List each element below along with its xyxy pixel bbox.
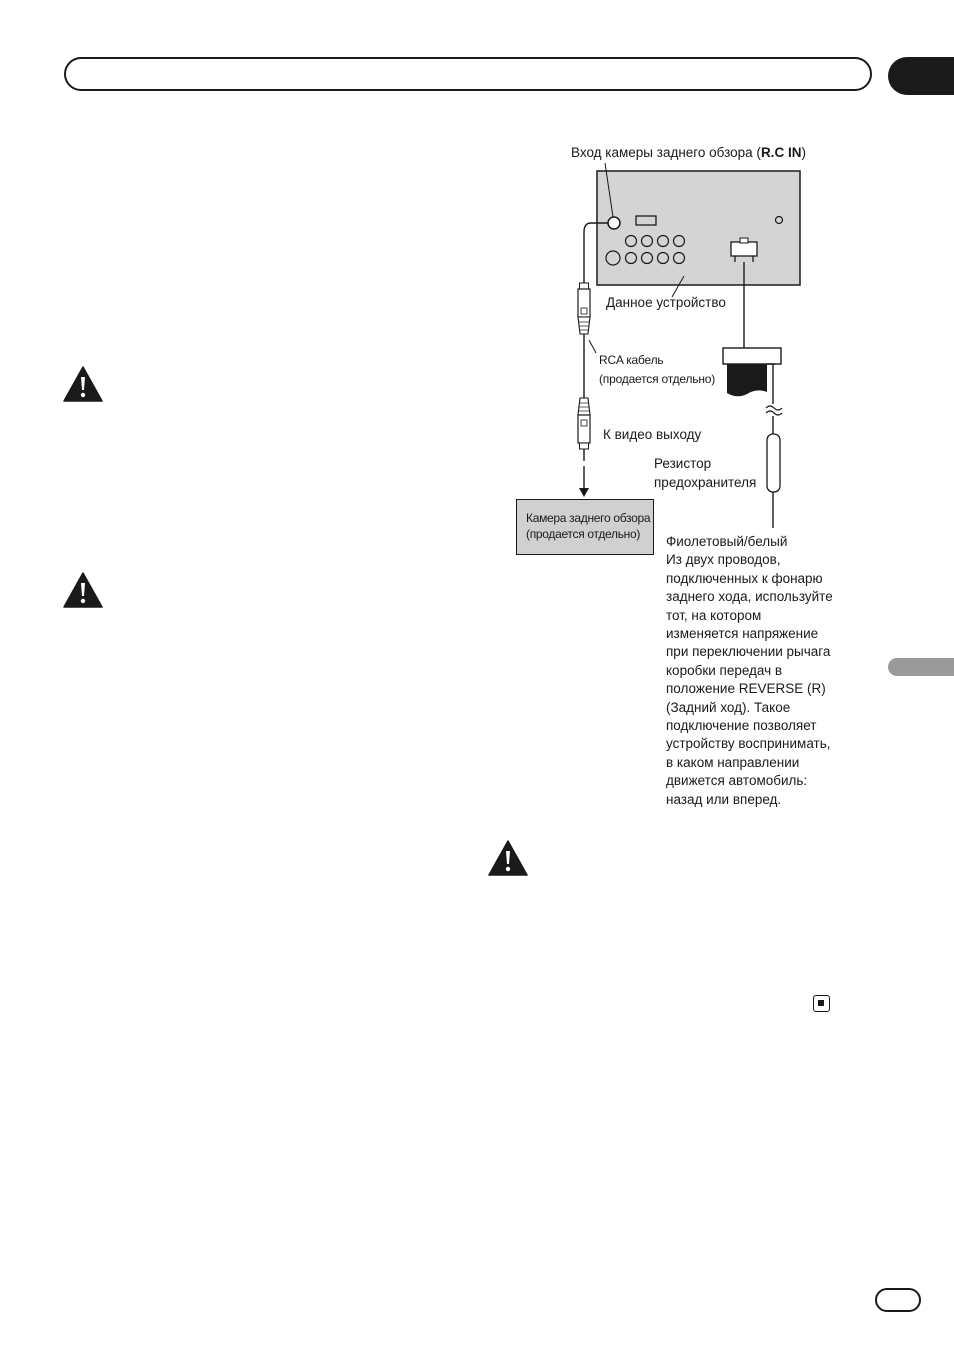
wire-description-line: тот, на котором xyxy=(666,607,762,623)
wire-description-line: при переключении рычага xyxy=(666,644,831,660)
rc-in-label: Вход камеры заднего обзора (R.C IN) xyxy=(571,145,806,160)
unit-label: Данное устройство xyxy=(606,295,726,310)
wire-description xyxy=(666,533,866,809)
wire-description-line: заднего хода, используйте xyxy=(666,589,833,605)
end-of-section-icon xyxy=(813,995,830,1012)
wire-description-line: Из двух проводов, xyxy=(666,552,781,568)
wire-description-line: (Задний ход). Такое xyxy=(666,699,791,715)
camera-label-line1: Камера заднего обзора xyxy=(526,511,651,525)
rear-camera-box xyxy=(516,499,654,555)
resistor-label-line1: Резистор xyxy=(654,456,712,471)
wire-description-line: назад или вперед. xyxy=(666,791,782,807)
wire-description-line: положение REVERSE (R) xyxy=(666,681,826,697)
rca-cable-label-line2: (продается отдельно) xyxy=(599,372,716,386)
rca-cable-label-line1: RCA кабель xyxy=(599,353,664,367)
wire-description-line: изменяется напряжение xyxy=(666,626,819,642)
wire-description-line: коробки передач в xyxy=(666,662,783,678)
wire-description-line: движется автомобиль: xyxy=(666,773,808,789)
camera-label-line2: (продается отдельно) xyxy=(526,527,641,541)
wire-description-line: подключение позволяет xyxy=(666,718,817,734)
wire-description-line: устройству воспринимать, xyxy=(666,736,831,752)
wire-description-line: в каком направлении xyxy=(666,754,800,770)
rc-in-jack xyxy=(608,217,620,229)
head-unit-panel xyxy=(597,171,800,285)
video-out-label: К видео выходу xyxy=(603,427,702,442)
resistor-label-line2: предохранителя xyxy=(654,475,757,490)
wire-description-line: подключенных к фонарю xyxy=(666,570,823,586)
wire-description-line: Фиолетовый/белый xyxy=(666,534,788,549)
